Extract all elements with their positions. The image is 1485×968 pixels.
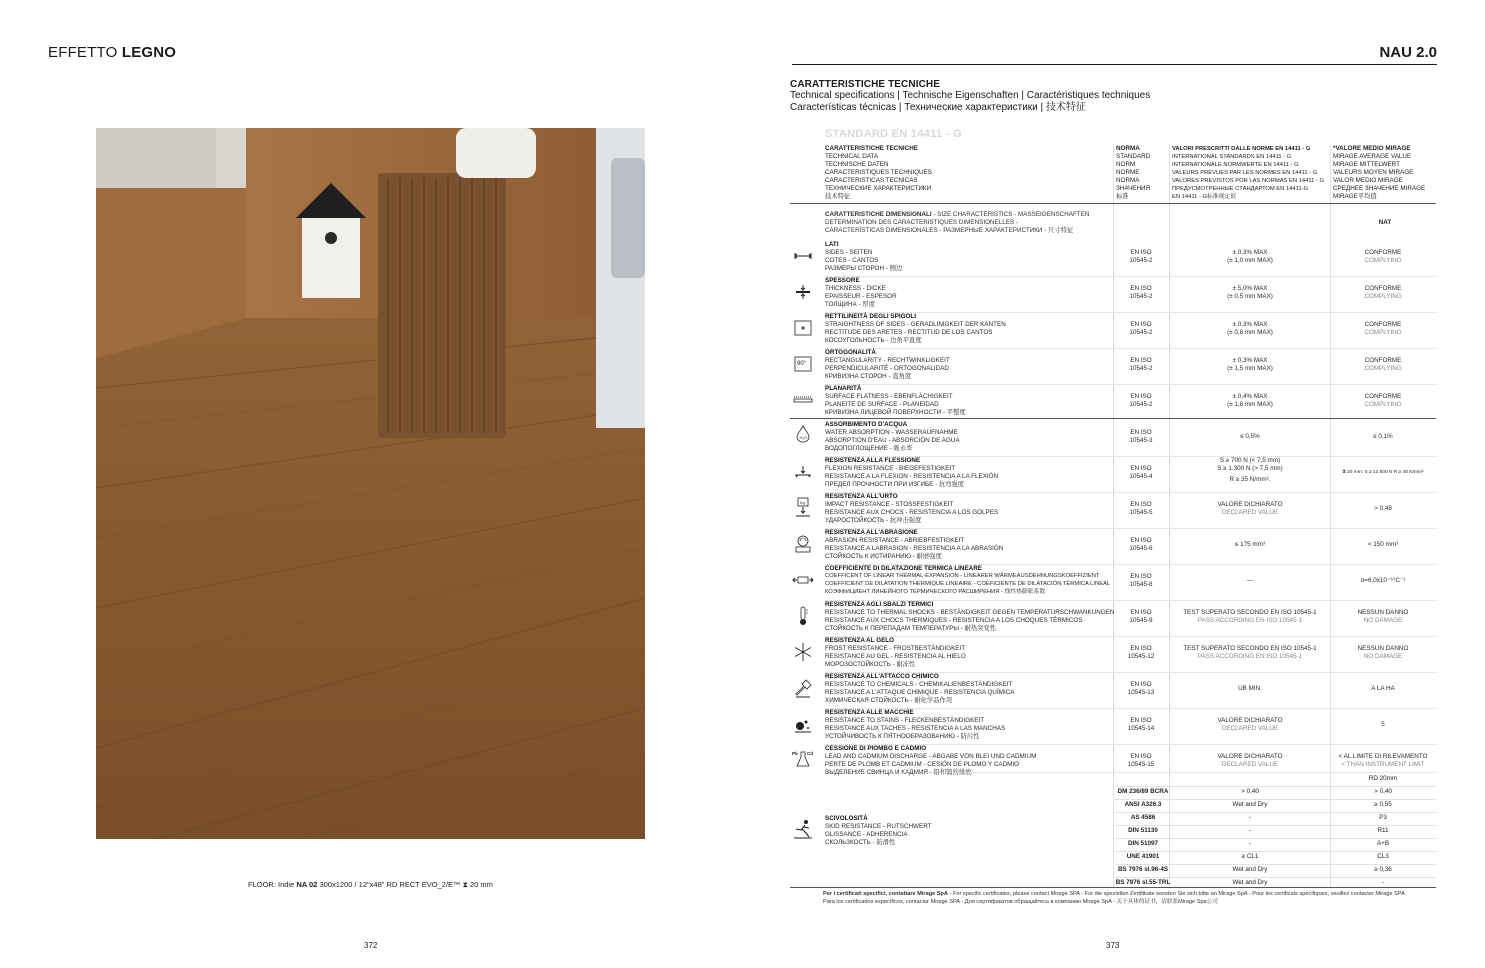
slip-divider <box>1115 825 1436 826</box>
collection-title: NAU 2.0 <box>1379 44 1437 61</box>
svg-text:90°: 90° <box>797 361 807 367</box>
slip-divider <box>1115 864 1436 865</box>
slip-divider <box>1115 838 1436 839</box>
header-col-prescribed: VALORI PRESCRITTI DALLE NORME EN 14411 - G INTERNATIONAL STANDARDS EN 14411 - G INTERNATIONALE NORMWERTE EN 14411 - G VALEURS PREVUES PAR LES NORMES EN 14411 - G VALORES PREVISTOS POR LAS NORMAS EN 14411 - G ПРЕДУСМОТРЕННЫЕ СТАНДАРТОМ EN 14411-G EN 14411 - G标准规定值 <box>1172 146 1325 200</box>
dilatation-icon <box>792 571 814 589</box>
slip-divider <box>1115 851 1436 852</box>
photo-caption: FLOOR: Indie NA 02 300x1200 / 12"x48" RD RECT EVO_2/E™ ⧗ 20 mm <box>248 880 493 889</box>
standard-heading: STANDARD EN 14411 - G <box>825 128 962 140</box>
lead-cadmium-icon <box>792 747 814 771</box>
thickness-icon <box>792 283 814 301</box>
abrasion-icon <box>792 533 814 555</box>
section-title: EFFETTO LEGNO <box>48 44 177 61</box>
orthogonality-icon <box>792 355 814 373</box>
page-number-right: 373 <box>1106 941 1120 950</box>
row-divider <box>825 772 1436 773</box>
spec-title-block <box>790 79 1150 114</box>
header-separator <box>790 203 1436 204</box>
stain-icon <box>792 713 814 735</box>
svg-text:Cd: Cd <box>807 751 813 756</box>
header-col-characteristics: CARATTERISTICHE TECNICHE TECHNICAL DATA TECHNISCHE DATEN CARACTERISTIQUES TECHNIQUES CARACTERISTICAS TECNICAS ТЕХНИЧЕСКИЕ ХАРАКТЕРИСТИКИ 技术特征 <box>825 145 932 200</box>
header-col-norm: NORMA STANDARD NORM NORME NORMA ЗНАЧЕНИЯ 标准 <box>1116 145 1151 200</box>
header-divider <box>792 64 1437 65</box>
sides-icon <box>792 247 814 265</box>
flexion-icon <box>792 463 814 481</box>
table-bottom-rule <box>790 887 1436 888</box>
spec-subtitle-2: Características técnicas | Технические характеристики | 技术特征 <box>790 102 1086 113</box>
svg-text:Pb: Pb <box>792 751 798 756</box>
svg-text:H₂O: H₂O <box>799 435 808 440</box>
slip-person-icon <box>792 817 814 841</box>
straightness-icon <box>792 319 814 337</box>
slip-divider <box>1115 877 1436 878</box>
header-col-mirage: *VALORE MEDIO MIRAGE MIRAGE AVERAGE VALUE MIRAGE MITTELWERT VALEURS MOYEN MIRAGE VALOR MEDIO MIRAGE СРЕДНЕЕ ЗНАЧЕНИЕ MIRAGE MIRAGE平均值 <box>1333 145 1426 200</box>
water-drop-icon <box>792 425 814 443</box>
page-number-left: 372 <box>364 941 378 950</box>
chemical-flask-icon <box>792 677 814 699</box>
spec-subtitle-1: Technical specifications | Technische Eigenschaften | Caractéristiques techniques <box>790 90 1151 101</box>
spec-title: CARATTERISTICHE TECNICHE <box>790 79 940 90</box>
snowflake-icon <box>792 641 814 663</box>
slip-divider <box>1115 812 1436 813</box>
slip-divider <box>1115 786 1436 787</box>
impact-icon <box>792 495 814 519</box>
slip-divider <box>1115 799 1436 800</box>
thermometer-icon <box>792 605 814 627</box>
svg-text:Kg: Kg <box>800 500 805 505</box>
section-separator <box>790 418 1436 419</box>
dimensional-block: CARATTERISTICHE DIMENSIONALI - SIZE CHARACTERISTICS - MASSEIGENSCHAFTEN DETERMINATION DES CARACTERISTIQUES DIMENSIONELLES - CARACTERÍSTICAS DIMENSIONALES - РАЗМЕРНЫЕ ХАРАКТЕРИСТИКИ - 尺寸特征 <box>825 211 1090 234</box>
footnote: Per i certificati specifici, contattare Mirage SpA - For specific certificates, please contact Mirage SPA - Für die speziellen Zertifikate wenden Sie sich bitte an Mirage SpA - Pour les certificats spécifiques, veuillez contacter Mirage SPA Para los certificados específicos, contactar Mirage SPA - Для сертификатов обращайтесь в компанию Mirage SpA - 关于具体的证书，请联系Mirage Spa公司 <box>823 891 1405 905</box>
planarity-icon <box>792 391 814 409</box>
dimensional-result: NAT <box>1378 219 1392 226</box>
floor-photo <box>96 128 645 839</box>
